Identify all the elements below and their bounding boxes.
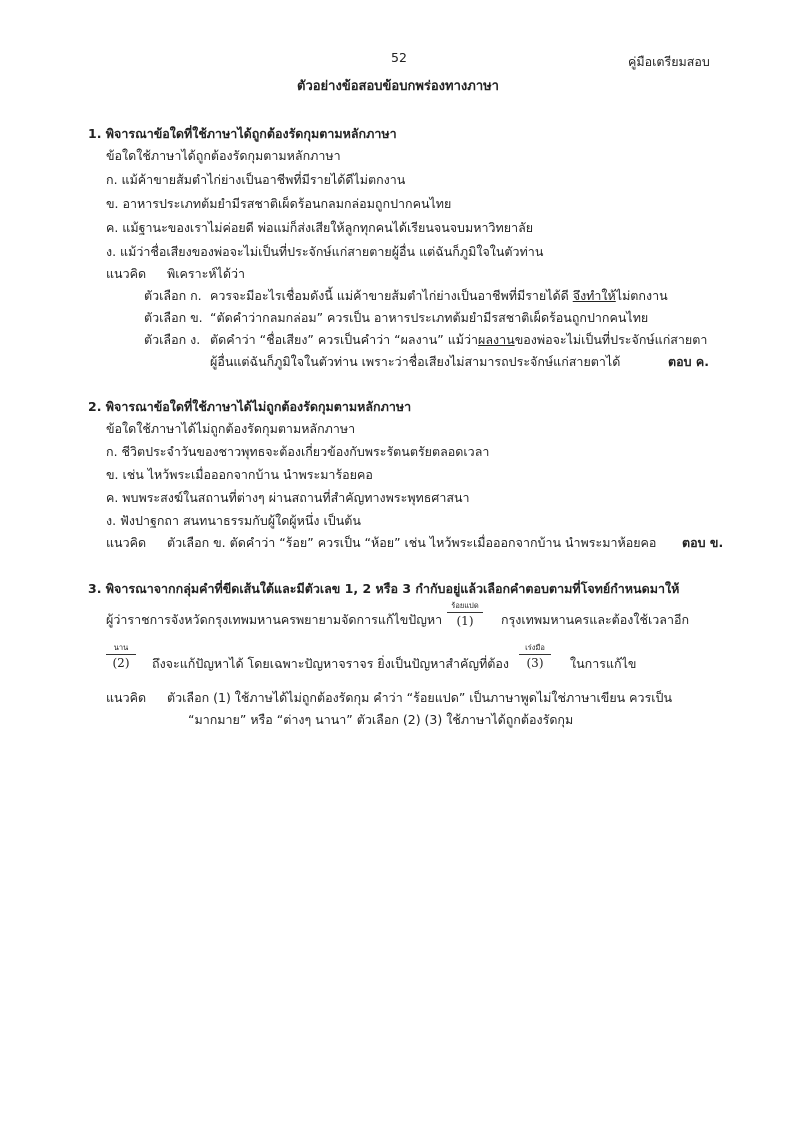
analysis-choice-label: ตัวเลือก ง. [144, 332, 201, 347]
blank-2 [106, 643, 136, 670]
question-prompt: ข้อใดใช้ภาษาได้ไม่ถูกต้องรัดกุมตามหลักภาษา [106, 421, 356, 436]
question-heading: 3. พิจารณาจากกลุ่มคำที่ขีดเส้นใต้และมีตัวเลข 1, 2 หรือ 3 กำกับอยู่แล้วเลือกคำตอบตามที่โจทย์กำหนดมาให้ [88, 581, 680, 596]
analysis-choice-text: “ตัดคำว่ากลมกล่อม” ควรเป็น อาหารประเภทต้มยำมีรสชาติเผ็ดร้อนถูกปากคนไทย [210, 310, 649, 325]
passage-line-1: ผู้ว่าราชการจังหวัดกรุงเทพมหานครพยายามจัดการแก้ไขปัญหา [106, 612, 443, 627]
analysis-text: ตัวเลือก ข. ตัดคำว่า “ร้อย” ควรเป็น “ห้อย” เช่น ไหว้พระเมื่อออกจากบ้าน นำพระมาห้อยคอ [167, 535, 657, 550]
analysis-text-cont: “มากมาย” หรือ “ต่างๆ นานา” ตัวเลือก (2) (3) ใช้ภาษาได้ถูกต้องรัดกุม [188, 712, 574, 727]
blank-word: ร้อยแปด [451, 601, 479, 610]
option-a: ก. แม้ค้าขายส้มตำไก่ย่างเป็นอาชีพที่มีรายได้ดีไม่ตกงาน [106, 172, 406, 187]
analysis-label: แนวคิด [106, 535, 147, 550]
blank-number: (3) [526, 656, 544, 670]
option-b: ข. อาหารประเภทต้มยำมีรสชาติเผ็ดร้อนกลมกล่อมถูกปากคนไทย [106, 196, 452, 211]
analysis-label: แนวคิด [106, 266, 147, 281]
analysis-label: แนวคิด [106, 690, 147, 705]
analysis-intro: พิเคราะห์ได้ว่า [167, 266, 246, 281]
underline [106, 654, 136, 655]
option-a: ก. ชีวิตประจำวันของชาวพุทธจะต้องเกี่ยวข้องกับพระรัตนตรัยตลอดเวลา [106, 444, 490, 459]
blank-number: (1) [456, 614, 474, 628]
page-number: 52 [391, 50, 407, 65]
answer: ตอบ ข. [682, 535, 724, 550]
analysis-choice-label: ตัวเลือก ข. [144, 310, 203, 325]
option-b: ข. เช่น ไหว้พระเมื่อออกจากบ้าน นำพระมาร้อยคอ [106, 467, 373, 482]
option-d: ง. ฟังปาฐกถา สนทนาธรรมกับผู้ใดผู้หนึ่ง เป็นต้น [106, 513, 361, 528]
option-c: ค. พบพระสงฆ์ในสถานที่ต่างๆ ผ่านสถานที่สำคัญทางพระพุทธศาสนา [106, 490, 470, 505]
running-title: คู่มือเตรียมสอบ [628, 54, 710, 69]
blank-word: เร่งมือ [525, 643, 545, 652]
passage-line-2: ถึงจะแก้ปัญหาได้ โดยเฉพาะปัญหาจราจร ยิ่งเป็นปัญหาสำคัญที่ต้อง [152, 656, 510, 671]
blank-word: นาน [113, 643, 129, 652]
option-c: ค. แม้ฐานะของเราไม่ค่อยดี พ่อแม่ก็ส่งเสียให้ลูกทุกคนได้เรียนจนจบมหาวิทยาลัย [106, 220, 534, 235]
answer: ตอบ ค. [668, 354, 710, 369]
option-d: ง. แม้ว่าชื่อเสียงของพ่อจะไม่เป็นที่ประจักษ์แก่สายตายผู้อื่น แต่ฉันก็ภูมิใจในตัวท่าน [106, 244, 544, 259]
underline [519, 654, 551, 655]
question-heading: 1. พิจารณาข้อใดที่ใช้ภาษาได้ถูกต้องรัดกุมตามหลักภาษา [88, 126, 397, 141]
page-title: ตัวอย่างข้อสอบข้อบกพร่องทางภาษา [297, 79, 499, 94]
analysis-choice-text: ควรจะมีอะไรเชื่อมดังนี้ แม่ค้าขายส้มตำไก่ย่างเป็นอาชีพที่มีรายได้ดี จึงทำให้ไม่ตกงาน [210, 288, 668, 303]
analysis-choice-label: ตัวเลือก ก. [144, 288, 202, 303]
passage-line-2-after: ในการแก้ไข [570, 656, 637, 671]
analysis-text: ตัวเลือก (1) ใช้ภาษได้ไม่ถูกต้องรัดกุม คำว่า “ร้อยแปด” เป็นภาษาพูดไม่ใช่ภาษาเขียน ควรเป็น [167, 690, 673, 705]
passage-line-1-after: กรุงเทพมหานครและต้องใช้เวลาอีก [501, 612, 690, 627]
question-heading: 2. พิจารณาข้อใดที่ใช้ภาษาได้ไม่ถูกต้องรัดกุมตามหลักภาษา [88, 399, 412, 414]
analysis-choice-text: ตัดคำว่า “ชื่อเสียง” ควรเป็นคำว่า “ผลงาน” แม้ว่าผลงานของพ่อจะไม่เป็นที่ประจักษ์แก่สายตา [210, 332, 708, 347]
blank-number: (2) [112, 656, 130, 670]
underline [447, 612, 483, 613]
analysis-choice-text-cont: ผู้อื่นแต่ฉันก็ภูมิใจในตัวท่าน เพราะว่าชื่อเสียงไม่สามารถประจักษ์แก่สายตาได้ [210, 354, 621, 369]
question-prompt: ข้อใดใช้ภาษาได้ถูกต้องรัดกุมตามหลักภาษา [106, 148, 341, 163]
blank-3 [519, 643, 551, 670]
blank-1 [447, 601, 483, 628]
